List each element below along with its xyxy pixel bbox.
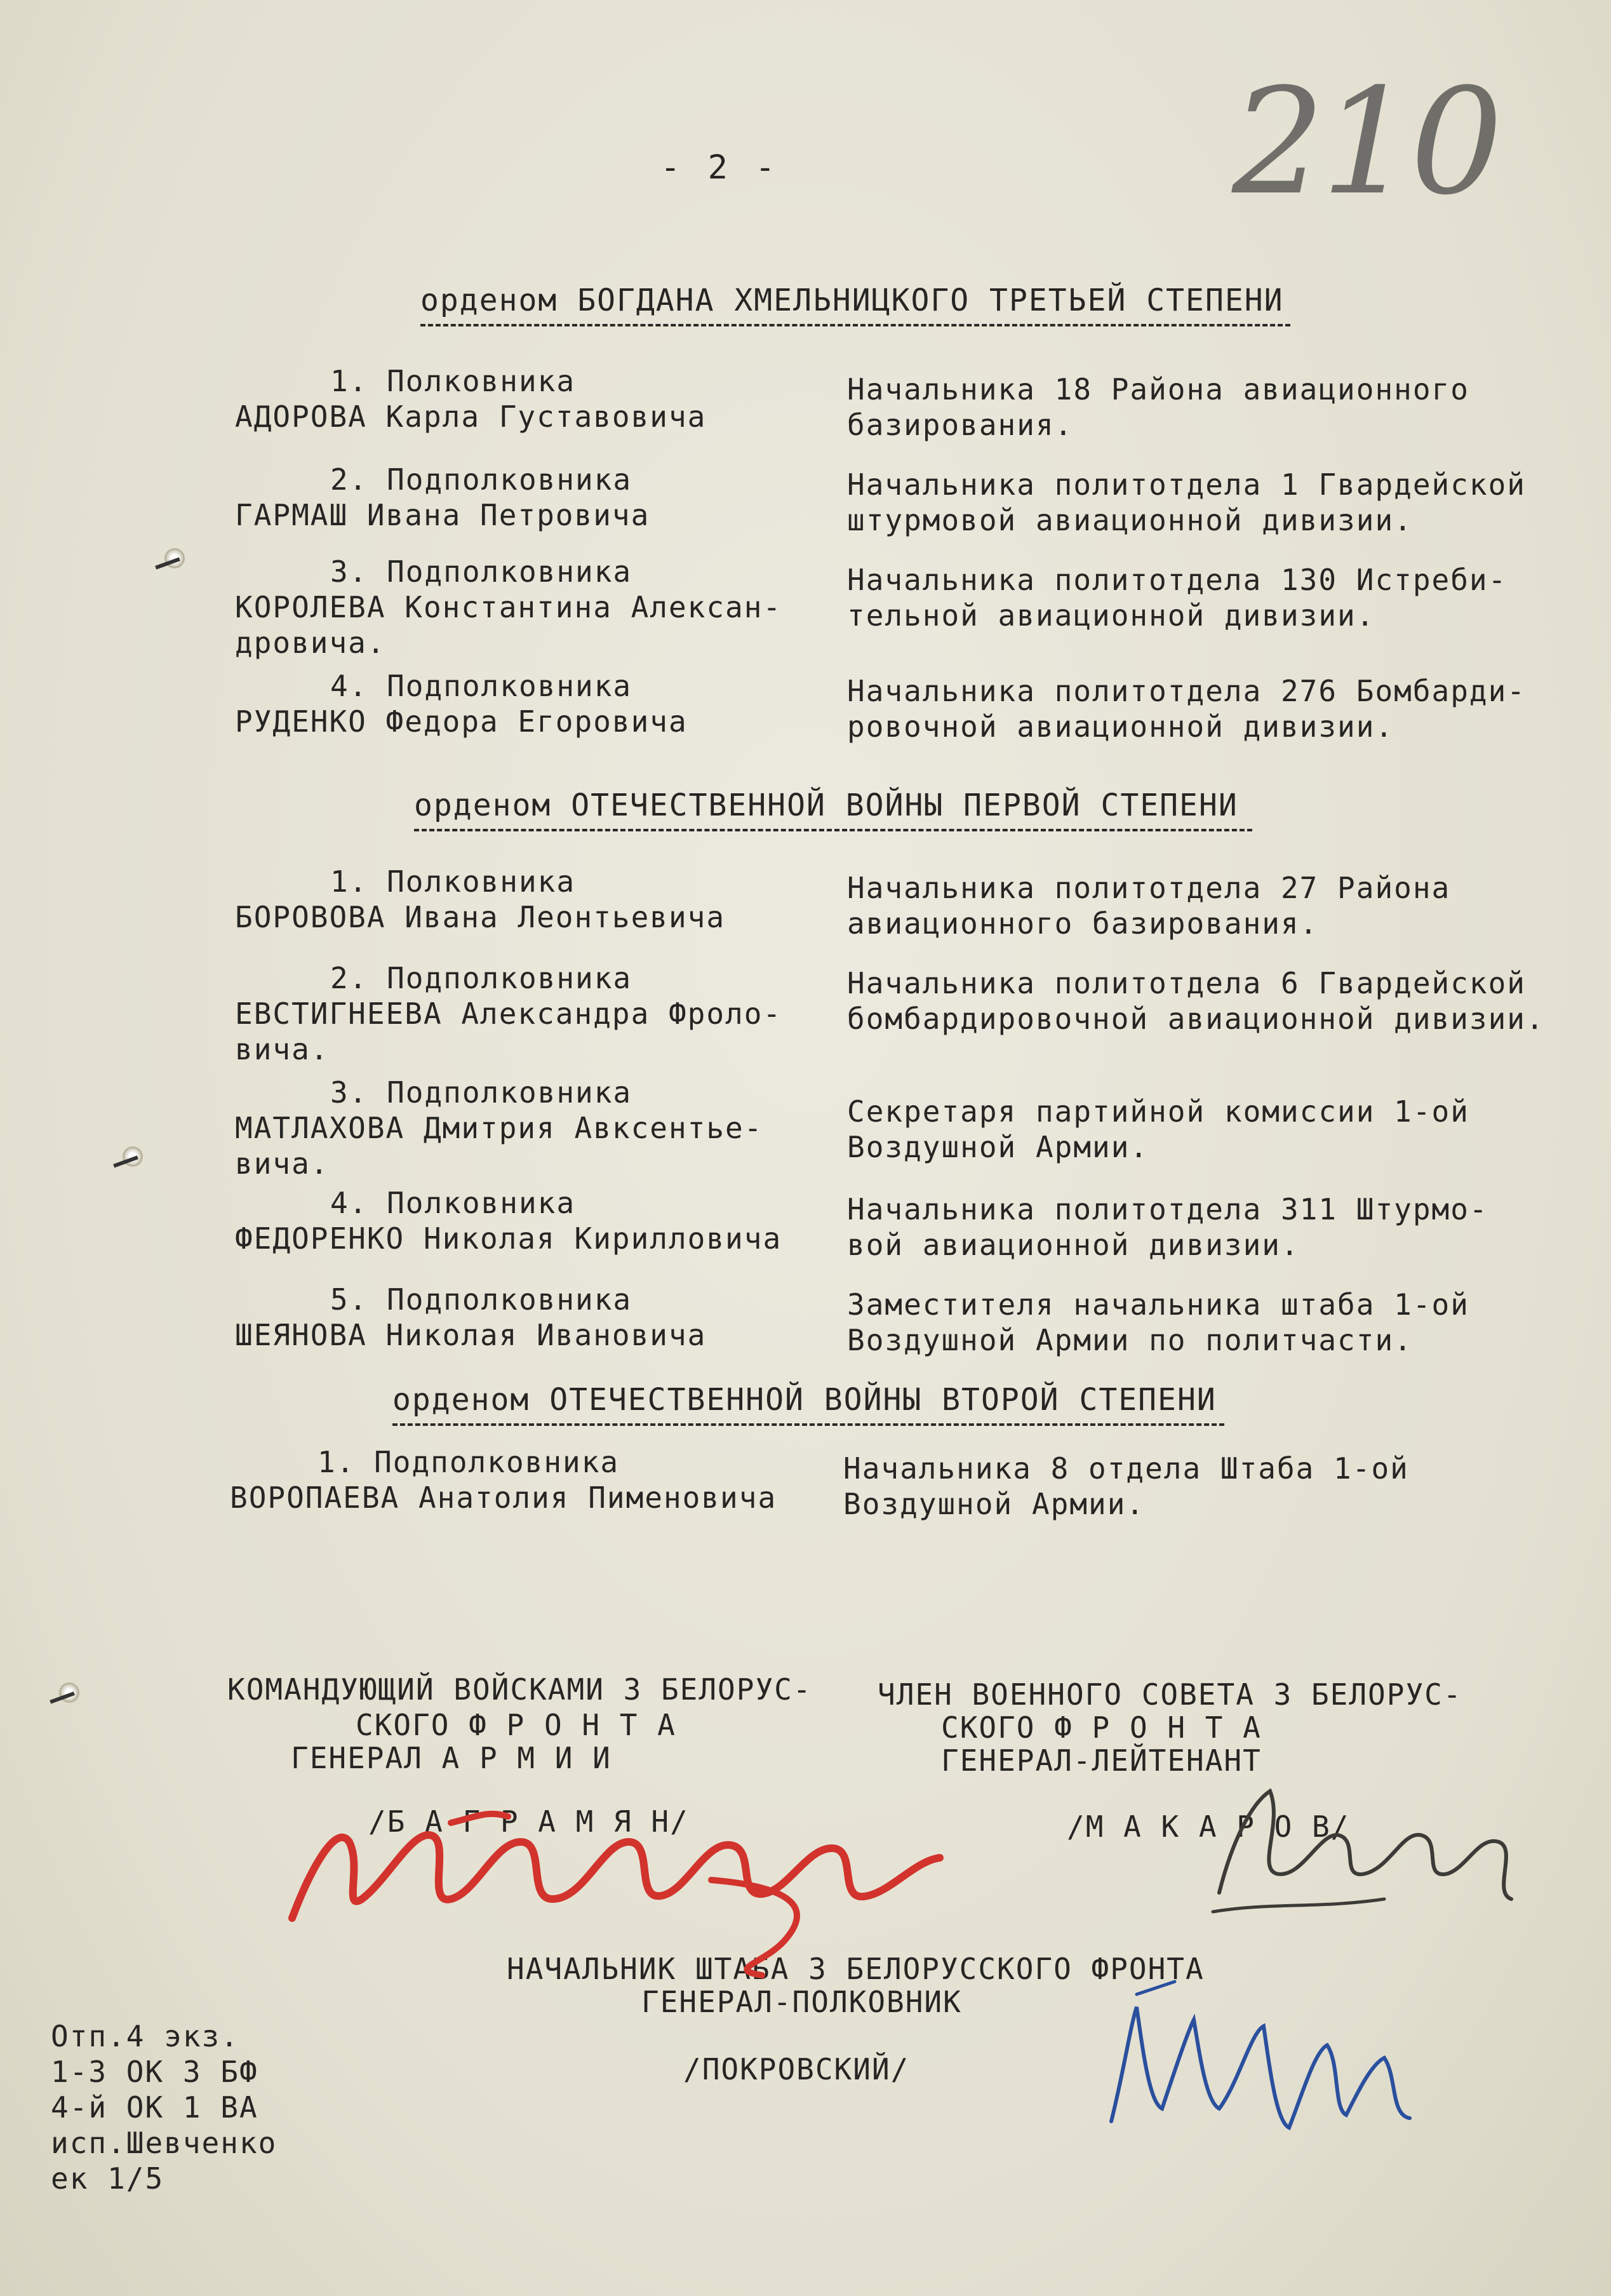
entry-post: Секретаря партийной комиссии 1-ой bbox=[847, 1094, 1469, 1129]
entry-rank: 1. Полковника bbox=[330, 364, 576, 398]
entry-post: Начальника политотдела 27 Района bbox=[847, 871, 1451, 905]
entry-post: Начальника политотдела 130 Истреби- bbox=[847, 563, 1507, 597]
entry-post: Начальника политотдела 311 Штурмо- bbox=[847, 1192, 1488, 1226]
entry-post: Начальника политотдела 276 Бомбарди- bbox=[847, 674, 1526, 708]
entry-rank: 1. Подполковника bbox=[318, 1445, 620, 1479]
entry-post: Заместителя начальника штаба 1-ой bbox=[847, 1287, 1469, 1322]
entry-rank: 5. Подполковника bbox=[330, 1282, 632, 1317]
footer-note: Отп.4 экз. bbox=[51, 2019, 239, 2053]
entry-post: бомбардировочной авиационной дивизии. bbox=[847, 1002, 1545, 1036]
heading-underline bbox=[414, 829, 1252, 831]
entry-post: базирования. bbox=[847, 408, 1074, 442]
entry-name: вича. bbox=[235, 1146, 330, 1181]
entry-post: Начальника политотдела 6 Гвардейской bbox=[847, 966, 1526, 1000]
entry-rank: 4. Полковника bbox=[330, 1186, 576, 1220]
entry-post: авиационного базирования. bbox=[847, 906, 1319, 941]
signatory-left-title: СКОГО Ф Р О Н Т А bbox=[356, 1708, 676, 1742]
entry-post: вой авиационной дивизии. bbox=[847, 1228, 1300, 1262]
entry-name: ГАРМАШ Ивана Петровича bbox=[235, 498, 650, 532]
signatory-right-name: /М А К А Р О В/ bbox=[1067, 1809, 1350, 1844]
entry-name: вича. bbox=[235, 1032, 330, 1066]
entry-post: ровочной авиационной дивизии. bbox=[847, 709, 1394, 744]
entry-post: Начальника 18 Района авиационного bbox=[847, 372, 1469, 406]
page-number: - 2 - bbox=[660, 149, 779, 187]
entry-post: тельной авиационной дивизии. bbox=[847, 598, 1375, 633]
entry-name: дровича. bbox=[235, 626, 386, 660]
entry-post: Начальника политотдела 1 Гвардейской bbox=[847, 467, 1526, 502]
signatory-right-title: ЧЛЕН ВОЕННОГО СОВЕТА 3 БЕЛОРУС- bbox=[878, 1677, 1462, 1712]
pencil-page-number: 210 bbox=[1232, 58, 1499, 227]
footer-note: 4-й ОК 1 ВА bbox=[51, 2090, 258, 2125]
signatory-bottom-rank: ГЕНЕРАЛ-ПОЛКОВНИК bbox=[641, 1985, 962, 2019]
entry-name: МАТЛАХОВА Дмитрия Авксентье- bbox=[235, 1111, 763, 1145]
entry-rank: 2. Подполковника bbox=[330, 462, 632, 497]
signatory-right-title: СКОГО Ф Р О Н Т А bbox=[941, 1710, 1262, 1745]
section-heading-patriotic-2: орденом ОТЕЧЕСТВЕННОЙ ВОЙНЫ ВТОРОЙ СТЕПЕНИ bbox=[392, 1382, 1217, 1418]
signatory-left-rank: ГЕНЕРАЛ А Р М И И bbox=[291, 1741, 612, 1775]
entry-name: РУДЕНКО Федора Егоровича bbox=[235, 704, 688, 739]
heading-underline bbox=[392, 1423, 1224, 1426]
red-signature bbox=[267, 1753, 997, 1994]
entry-name: ЕВСТИГНЕЕВА Александра Фроло- bbox=[235, 997, 782, 1031]
signatory-left-name: /Б А Г Р А М Я Н/ bbox=[368, 1804, 689, 1839]
entry-rank: 3. Подполковника bbox=[330, 1075, 632, 1110]
signatory-bottom-name: /ПОКРОВСКИЙ/ bbox=[683, 2052, 910, 2086]
entry-name: ШЕЯНОВА Николая Ивановича bbox=[235, 1318, 707, 1352]
blue-signature bbox=[1099, 1956, 1454, 2159]
entry-name: ВОРОПАЕВА Анатолия Пименовича bbox=[230, 1480, 777, 1515]
footer-note: исп.Шевченко bbox=[51, 2126, 277, 2160]
entry-post: Начальника 8 отдела Штаба 1-ой bbox=[843, 1451, 1409, 1486]
signatory-right-rank: ГЕНЕРАЛ-ЛЕЙТЕНАНТ bbox=[941, 1743, 1262, 1778]
heading-underline bbox=[420, 324, 1290, 326]
entry-rank: 2. Подполковника bbox=[330, 961, 632, 995]
section-heading-patriotic-1: орденом ОТЕЧЕСТВЕННОЙ ВОЙНЫ ПЕРВОЙ СТЕПЕНИ bbox=[414, 788, 1238, 823]
entry-rank: 1. Полковника bbox=[330, 864, 576, 899]
entry-name: АДОРОВА Карла Густавовича bbox=[235, 399, 707, 434]
entry-post: штурмовой авиационной дивизии. bbox=[847, 503, 1413, 537]
signatory-bottom-title: НАЧАЛЬНИК ШТАБА 3 БЕЛОРУССКОГО ФРОНТА bbox=[507, 1952, 1205, 1986]
footer-note: ек 1/5 bbox=[51, 2161, 164, 2196]
entry-name: ФЕДОРЕНКО Николая Кирилловича bbox=[235, 1221, 782, 1256]
graphite-signature bbox=[1194, 1766, 1549, 1924]
signatory-left-title: КОМАНДУЮЩИЙ ВОЙСКАМИ 3 БЕЛОРУС- bbox=[227, 1672, 812, 1707]
entry-post: Воздушной Армии. bbox=[843, 1487, 1146, 1521]
entry-name: БОРОВОВА Ивана Леонтьевича bbox=[235, 900, 726, 934]
entry-name: КОРОЛЕВА Константина Алексан- bbox=[235, 590, 782, 624]
entry-post: Воздушной Армии. bbox=[847, 1130, 1149, 1164]
footer-note: 1-3 ОК 3 БФ bbox=[51, 2055, 258, 2089]
entry-post: Воздушной Армии по политчасти. bbox=[847, 1323, 1413, 1357]
entry-rank: 4. Подполковника bbox=[330, 669, 632, 703]
section-heading-bogdan: орденом БОГДАНА ХМЕЛЬНИЦКОГО ТРЕТЬЕЙ СТЕПЕНИ bbox=[420, 283, 1284, 318]
entry-rank: 3. Подполковника bbox=[330, 554, 632, 589]
